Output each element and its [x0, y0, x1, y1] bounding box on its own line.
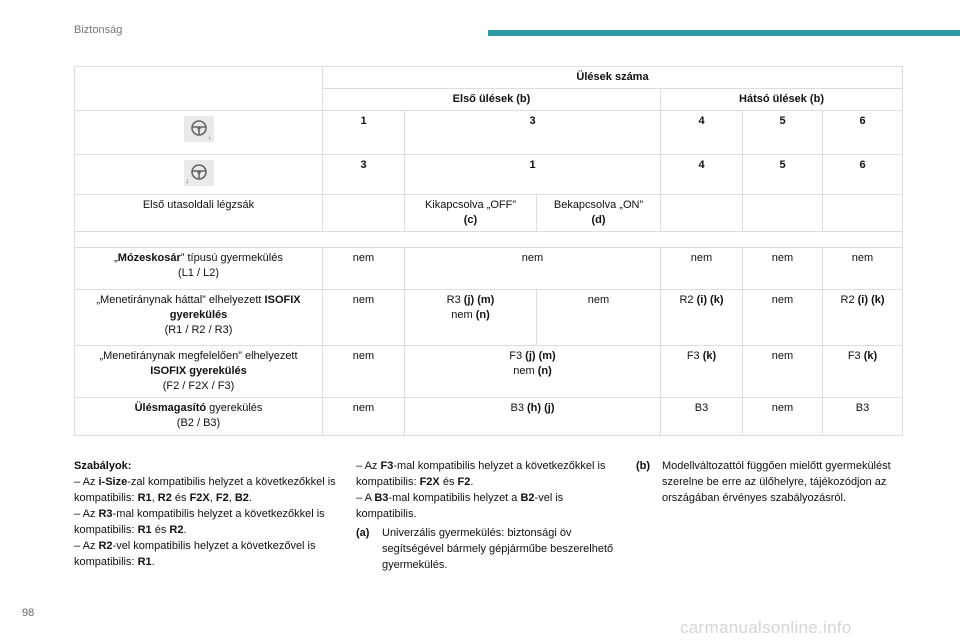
table-cell: nem: [323, 248, 405, 290]
front-seats-heading: Első ülések (b): [323, 89, 661, 111]
table-cell: nem: [323, 346, 405, 398]
table-row: [75, 398, 903, 436]
table-cell: nem: [323, 290, 405, 346]
seat-count-heading: Ülések száma: [323, 67, 903, 89]
steering-wheel-left-icon: ↓: [184, 116, 214, 142]
rule-item: – Az F3-mal kompatibilis helyzet a következőkkel is kompatibilis: F2X és F2.: [356, 460, 606, 488]
table-cell: F3 (j) (m) nem (n): [405, 346, 661, 398]
table-cell: B3 (h) (j): [405, 398, 661, 436]
table-cell: F3 (k): [661, 346, 743, 398]
footnote-b: (b) Modellváltozattól függően mielőtt gyermekülést szerelne be erre az ülőhelyre, tájékozódjon az országában érvényes szabályozásról.: [636, 460, 891, 504]
table-cell: 6: [823, 111, 903, 155]
table-cell: nem: [537, 290, 661, 346]
row-label: „Mózeskosár” típusú gyermekülés (L1 / L2): [75, 248, 323, 290]
table-cell: 5: [743, 111, 823, 155]
row-label: „Menetiránynak háttal” elhelyezett ISOFIX gyerekülés (R1 / R2 / R3): [75, 290, 323, 346]
page-number: 98: [22, 607, 35, 619]
table-row: [75, 248, 903, 290]
airbag-off-cell: Kikapcsolva „OFF” (c): [405, 195, 537, 232]
airbag-label: Első utasoldali légzsák: [75, 195, 323, 232]
table-cell: nem: [743, 248, 823, 290]
spacer-row: [75, 232, 903, 248]
table-cell: 1: [405, 155, 661, 195]
rule-item: – Az R3-mal kompatibilis helyzet a következőkkel is kompatibilis: R1 és R2.: [74, 508, 325, 536]
airbag-on-cell: Bekapcsolva „ON” (d): [537, 195, 661, 232]
rule-item: – Az R2-vel kompatibilis helyzet a következővel is kompatibilis: R1.: [74, 540, 316, 568]
notes-column: [636, 458, 906, 506]
rear-seats-heading: Hátsó ülések (b): [661, 89, 903, 111]
steering-wheel-right-icon: ↓: [184, 160, 214, 186]
table-row: [75, 195, 903, 232]
section-title: Biztonság: [74, 24, 123, 36]
table-cell: 3: [323, 155, 405, 195]
table-cell: nem: [661, 248, 743, 290]
table-cell: R3 (j) (m) nem (n): [405, 290, 537, 346]
table-cell: R2 (i) (k): [661, 290, 743, 346]
table-cell: F3 (k): [823, 346, 903, 398]
table-row: [75, 346, 903, 398]
footnote-a: (a) Univerzális gyermekülés: biztonsági öv segítségével bármely gépjárműbe beszerelhető gyermekülés.: [356, 527, 614, 571]
table-cell: 6: [823, 155, 903, 195]
table-cell: nem: [323, 398, 405, 436]
table-cell: 4: [661, 155, 743, 195]
table-cell: nem: [743, 346, 823, 398]
rules-column: [74, 458, 336, 570]
table-cell: nem: [743, 290, 823, 346]
table-cell: nem: [405, 248, 661, 290]
table-cell: 5: [743, 155, 823, 195]
rule-item: – A B3-mal kompatibilis helyzet a B2-vel is kompatibilis.: [356, 492, 564, 520]
table-cell: nem: [743, 398, 823, 436]
table-row: [75, 155, 903, 195]
rules-column-2: [356, 458, 618, 573]
table-cell: 1: [323, 111, 405, 155]
rules-title: Szabályok:: [74, 460, 132, 472]
table-row: [75, 290, 903, 346]
row-label: „Menetiránynak megfelelően” elhelyezett ISOFIX gyerekülés (F2 / F2X / F3): [75, 346, 323, 398]
table-cell: R2 (i) (k): [823, 290, 903, 346]
seat-compatibility-table: [74, 66, 903, 436]
table-cell: 4: [661, 111, 743, 155]
header-accent-bar: [488, 30, 960, 36]
empty-corner-cell: [75, 67, 323, 111]
table-cell: 3: [405, 111, 661, 155]
table-cell: B3: [661, 398, 743, 436]
watermark: carmanualsonline.info: [680, 618, 852, 637]
table-cell: B3: [823, 398, 903, 436]
table-row: [75, 111, 903, 155]
rule-item: – Az i-Size-zal kompatibilis helyzet a következőkkel is kompatibilis: R1, R2 és F2X, F2, B2.: [74, 476, 336, 504]
table-cell: nem: [823, 248, 903, 290]
row-label: Ülésmagasító gyerekülés (B2 / B3): [75, 398, 323, 436]
